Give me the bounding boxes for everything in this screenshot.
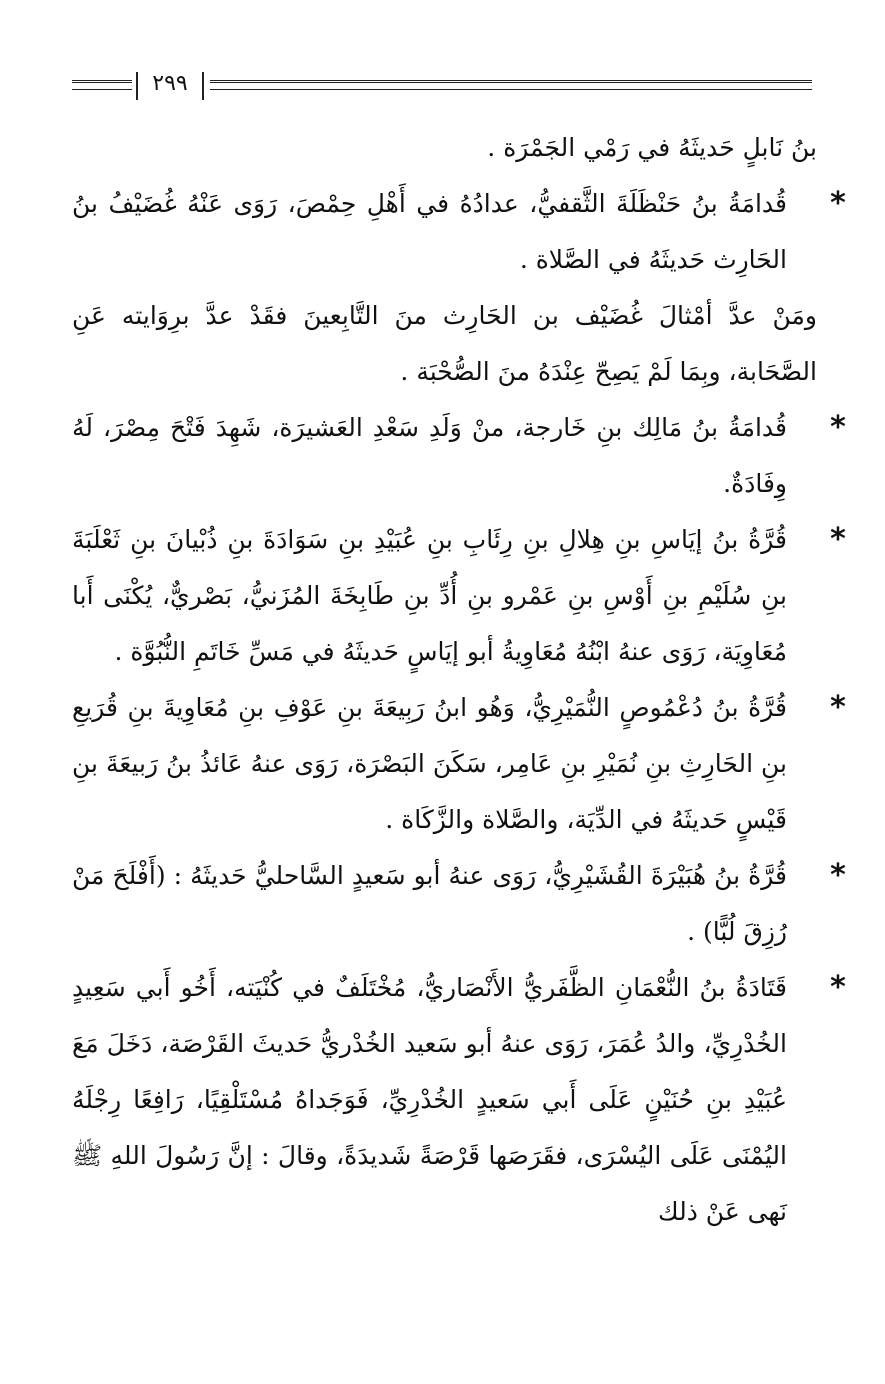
header-separator-right [202, 72, 204, 100]
header-rule-right [210, 80, 812, 90]
biography-entry [72, 680, 846, 848]
asterisk-bullet-icon: * [830, 522, 846, 557]
commentary-paragraph: ومَنْ عدَّ أمْثالَ غُضَيْف بن الحَارِث منَ التَّابِعينَ فقَدْ عدَّ برِوَايته عَنِ الصَّحَابة، وبِمَا لَمْ يَصِحّ عِنْدَهُ منَ الصُّحْبَة . [72, 301, 817, 386]
biography-entry [72, 960, 846, 1240]
asterisk-bullet-icon: * [830, 186, 846, 221]
page-number: ٢٩٩ [152, 71, 188, 96]
biography-entry [72, 512, 846, 680]
header-rule-left [72, 80, 132, 90]
biography-entry [72, 848, 846, 960]
biography-entry [72, 400, 846, 512]
entry-text: قُرَّةُ بنُ دُعْمُوصٍ النُّمَيْرِيُّ، وَهُو ابنُ رَبِيعَةَ بنِ عَوْفِ بنِ مُعَاوِيةَ بنِ قُرَيعِ بنِ الحَارِثِ بنِ نُمَيْرِ بنِ عَامِر، سَكَنَ البَصْرَة، رَوَى عنهُ عَائذُ بنُ رَبيعَةَ بنِ قَيْسٍ حَديثَهُ في الدِّيَة، والصَّلاة والزَّكَاة . [72, 693, 787, 834]
asterisk-bullet-icon: * [830, 410, 846, 445]
entry-text: قُدامَةُ بنُ حَنْظَلَةَ الثَّقفيُّ، عدادُهُ في أَهْلِ حِمْصَ، رَوَى عَنْهُ غُضَيْفُ بنُ الحَارِث حَديثَهُ في الصَّلاة . [72, 189, 787, 274]
asterisk-bullet-icon: * [830, 690, 846, 725]
asterisk-bullet-icon: * [830, 970, 846, 1005]
entry-text: قُرَّةُ بنُ هُبَيْرَةَ القُشَيْرِيُّ، رَوَى عنهُ أبو سَعيدٍ السَّاحليُّ حَديثَهُ : (أَفْلَحَ مَنْ رُزِقَ لُبًّا) . [72, 861, 787, 946]
asterisk-bullet-icon: * [830, 858, 846, 893]
entry-text: قُرَّةُ بنُ إيَاسِ بنِ هِلالِ بنِ رِئَابِ بنِ عُبَيْدِ بنِ سَوَادَةَ بنِ ذُبْيانَ بنِ ثَعْلَبَةَ بنِ سُلَيْمِ بنِ أَوْسِ بنِ عَمْرو بنِ أُدِّ بنِ طَابِخَةَ المُزَنيُّ، بَصْريٌّ، يُكْنَى أَبا مُعَاوِيَة، رَوَى عنهُ ابْنُهُ مُعَاوِيةُ أبو إيَاسٍ حَديثَهُ في مَسِّ خَاتَمِ النُّبُوَّة . [72, 525, 787, 666]
continuation-paragraph: بنُ نَابلٍ حَديثَهُ في رَمْي الجَمْرَة . [487, 133, 817, 162]
entry-text: قُدامَةُ بنُ مَالِك بنِ خَارجة، منْ وَلَدِ سَعْدِ العَشيرَة، شَهِدَ فَتْحَ مِصْرَ، لَهُ وِفَادَةٌ. [72, 413, 787, 498]
page-header [72, 72, 812, 102]
entry-text: قَتَادَةُ بنُ النُّعْمَانِ الظَّفَريُّ الأَنْصَاريُّ، مُخْتَلَفٌ في كُنْيَته، أَخُو أَبي سَعِيدٍ الخُدْرِيِّ، والدُ عُمَرَ، رَوَى عنهُ أبو سَعيد الخُدْريُّ حَديثَ القَرْصَة، دَخَلَ مَعَ عُبَيْدِ بنِ حُنَيْنٍ عَلَى أَبي سَعيدٍ الخُدْرِيِّ، فَوَجَداهُ مُسْتَلْقِيًا، رَافِعًا رِجْلَهُ اليُمْنَى عَلَى اليُسْرَى، فقَرَصَها قَرْصَةً شَديدَةً، وقالَ : إنَّ رَسُولَ اللهِ ﷺ نَهى عَنْ ذلك [72, 973, 787, 1226]
biography-entry [72, 176, 846, 288]
page-body [72, 120, 846, 1240]
